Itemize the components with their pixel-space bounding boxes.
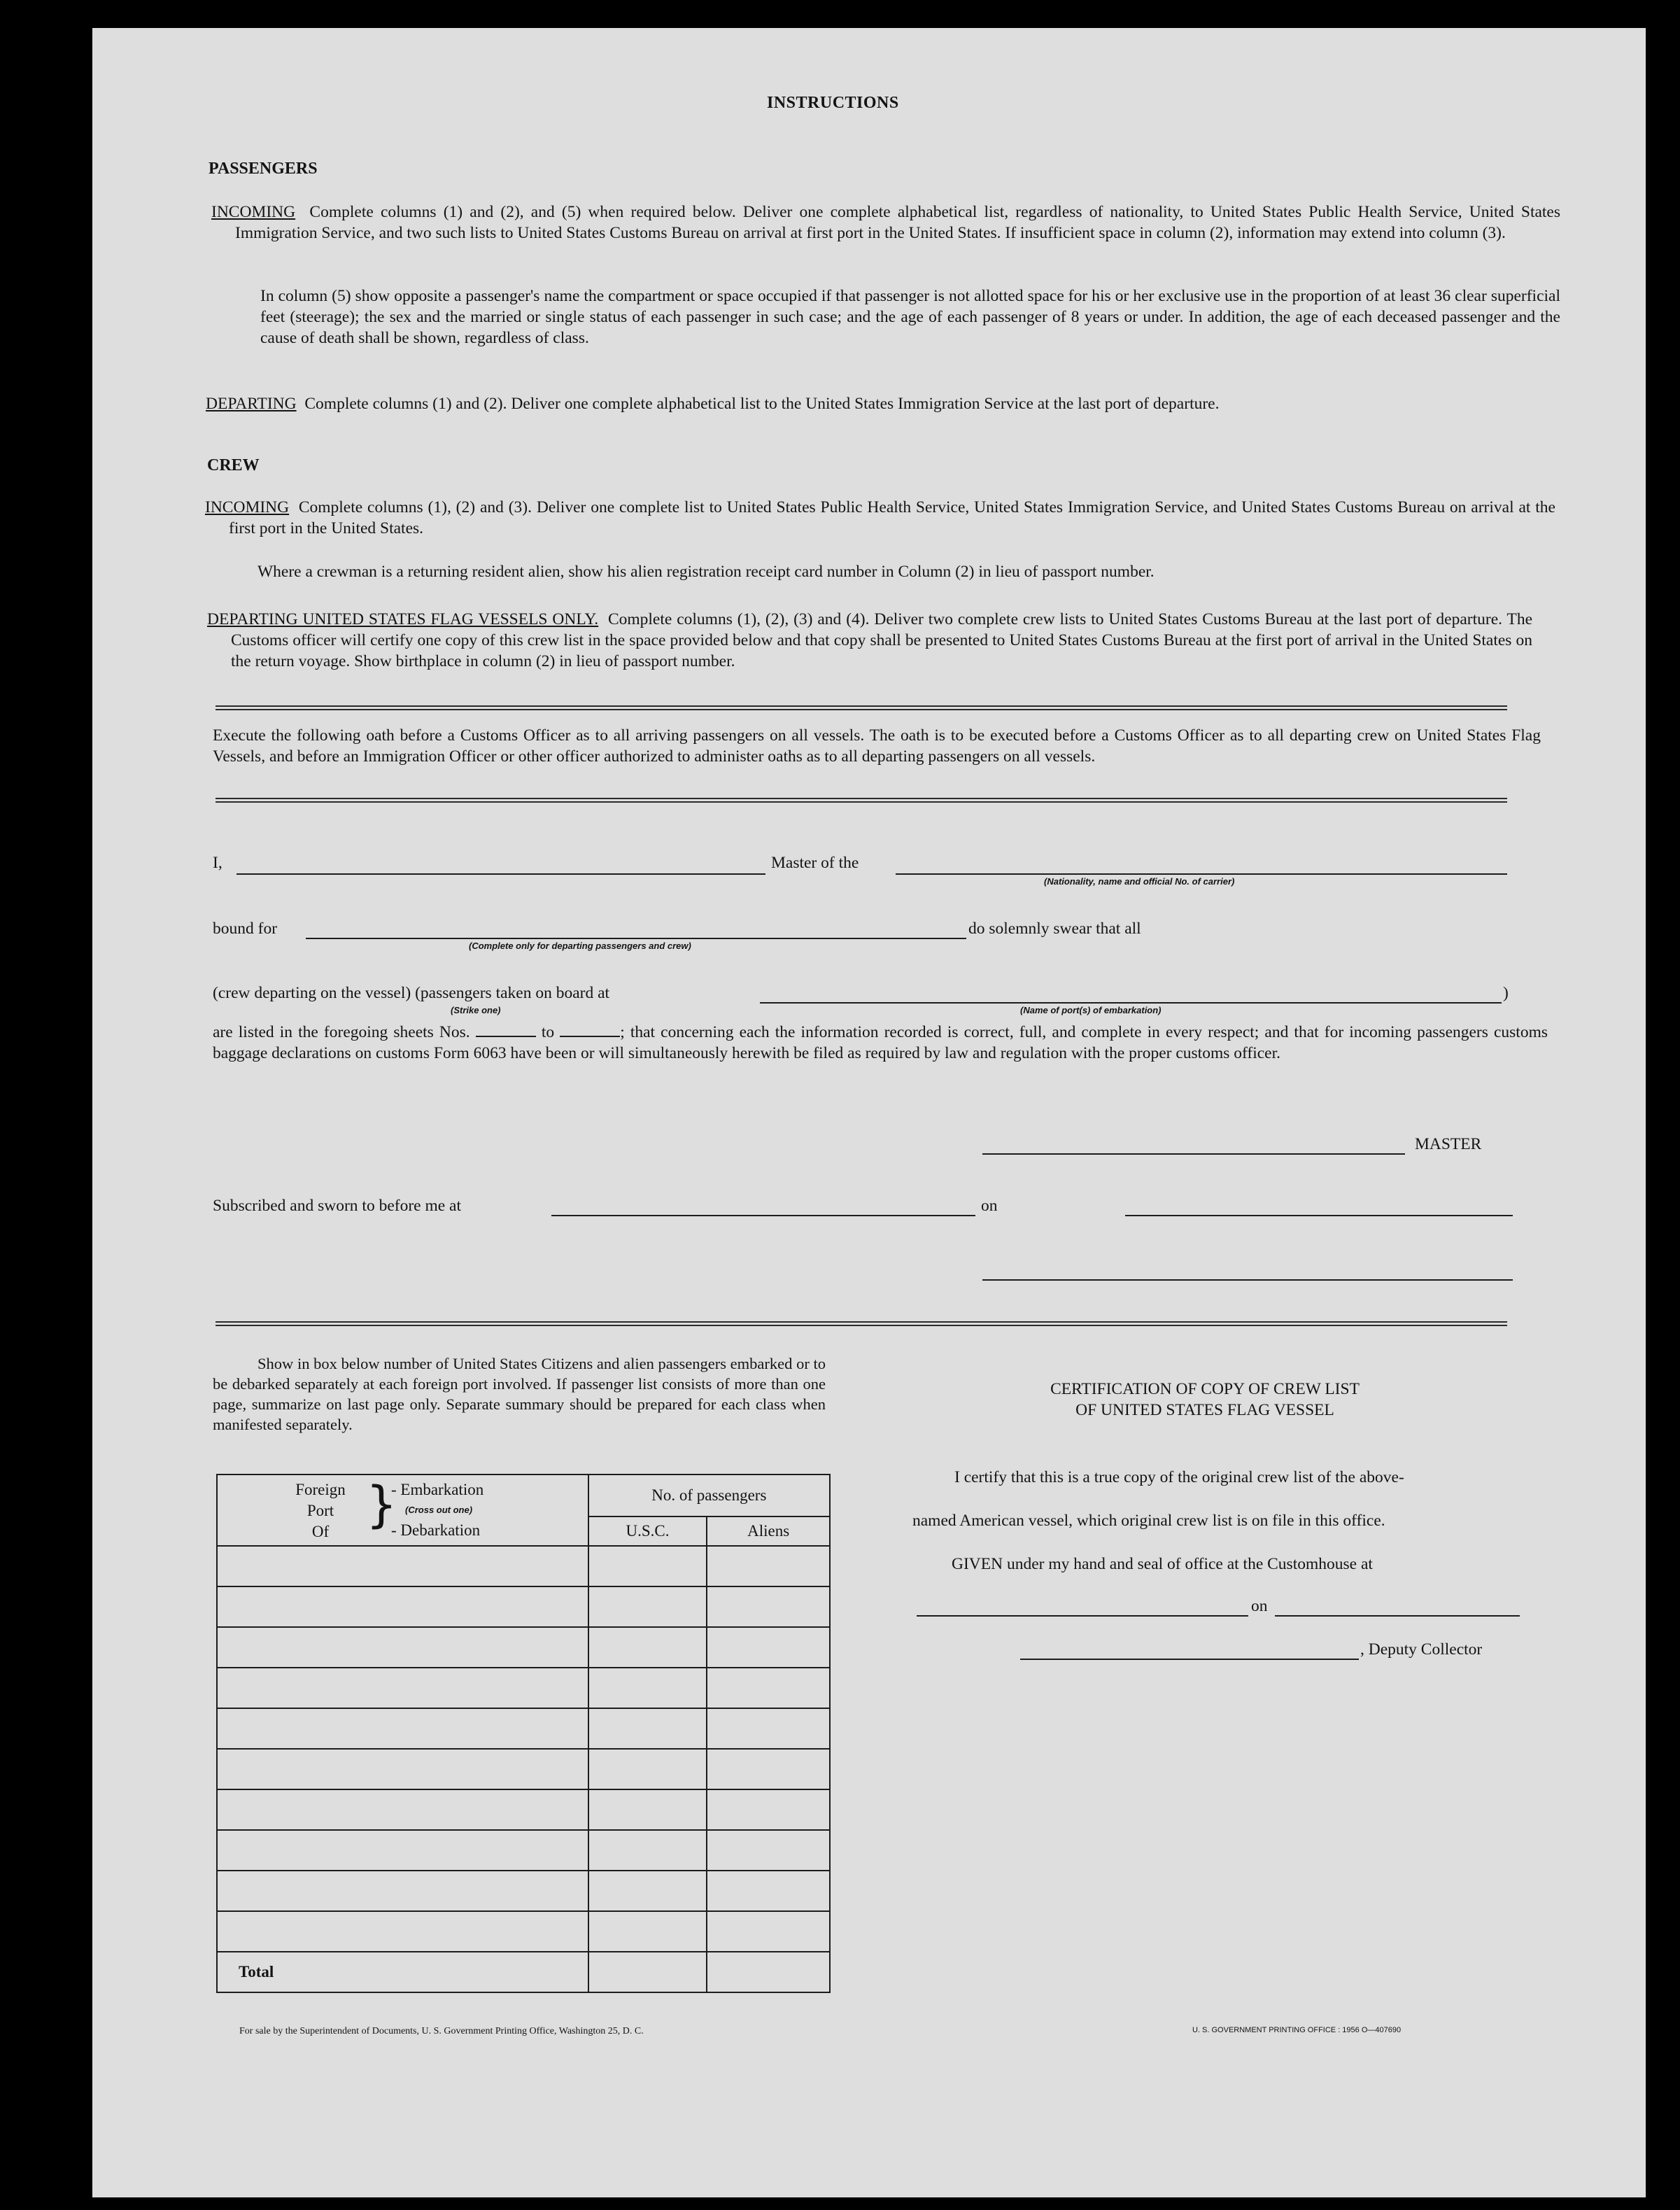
crew-resident-paragraph: Where a crewman is a returning resident alien, show his alien registration receipt card number in Column (2) in lieu of passport number. — [257, 563, 1155, 581]
master-signature-field[interactable] — [982, 1153, 1405, 1155]
instructions-title: INSTRUCTIONS — [767, 94, 899, 112]
passengers-departing-text: Complete columns (1) and (2). Deliver one complete alphabetical list to the United States Immigration Service at the last port of departure. — [304, 395, 1220, 413]
listed-to-label: to — [541, 1023, 555, 1041]
embarkation-port-note: (Name of port(s) of embarkation) — [1020, 1005, 1162, 1015]
table-row — [217, 1789, 830, 1830]
usc-cell[interactable] — [588, 1830, 707, 1871]
no-of-passengers-header: No. of passengers — [588, 1474, 830, 1516]
aliens-cell[interactable] — [707, 1830, 830, 1871]
total-row — [217, 1952, 830, 1992]
listed-post-text: ; that concerning each the information recorded is correct, full, and complete in every respect; and that for incoming passengers customs baggage declarations on customs Form 6063 have been or will simultaneously herewith be filed as required by law and regulation with the proper customs officer. — [213, 1023, 1548, 1062]
usc-cell[interactable] — [588, 1627, 707, 1668]
foreign-port-header — [217, 1474, 588, 1546]
aliens-cell[interactable] — [707, 1911, 830, 1952]
passenger-summary-table — [216, 1474, 831, 1993]
crew-heading: CREW — [207, 456, 260, 474]
port-cell[interactable] — [217, 1871, 588, 1911]
table-row — [217, 1586, 830, 1627]
aliens-cell[interactable] — [707, 1668, 830, 1708]
footer-right: U. S. GOVERNMENT PRINTING OFFICE : 1956 O—407690 — [1192, 2026, 1402, 2034]
master-of-the-label: Master of the — [771, 854, 859, 872]
oath-i-label: I, — [213, 854, 223, 872]
certify-line1: I certify that this is a true copy of the original crew list of the above- — [954, 1468, 1404, 1486]
sworn-on-label: on — [981, 1197, 998, 1215]
form-sheet — [92, 28, 1646, 2197]
brace-icon: } — [366, 1476, 397, 1533]
passengers-incoming-paragraph — [211, 202, 1561, 244]
aliens-cell[interactable] — [707, 1749, 830, 1789]
usc-cell[interactable] — [588, 1668, 707, 1708]
customhouse-field[interactable] — [917, 1615, 1248, 1617]
foreign-port-of-label — [282, 1479, 359, 1542]
crew-incoming-text: Complete columns (1), (2) and (3). Deliver one complete list to United States Public Health Service, United States Immigration Service, and United States Customs Bureau on arrival at the first port in the United States. — [229, 498, 1555, 537]
sheet-from-field[interactable] — [476, 1036, 536, 1037]
port-cell[interactable] — [217, 1546, 588, 1586]
port-cell[interactable] — [217, 1911, 588, 1952]
listed-paragraph — [213, 1022, 1548, 1064]
bound-for-label: bound for — [213, 920, 278, 938]
table-row — [217, 1830, 830, 1871]
table-row — [217, 1668, 830, 1708]
certification-title-line1: CERTIFICATION OF COPY OF CREW LIST — [1050, 1380, 1360, 1398]
passengers-incoming-label: INCOMING — [211, 203, 296, 221]
usc-cell[interactable] — [588, 1749, 707, 1789]
master-label: MASTER — [1415, 1135, 1482, 1153]
officer-signature-field[interactable] — [982, 1279, 1513, 1281]
of-label: Of — [311, 1523, 330, 1540]
summary-instructions: Show in box below number of United States Citizens and alien passengers embarked or to be debarked separately at each foreign port involved. If passenger list consists of more than one page, summarize on last page only. Separate summary should be prepared for each class when manifested separately. — [213, 1355, 826, 1433]
table-row — [217, 1871, 830, 1911]
swear-label: do solemnly swear that all — [968, 920, 1141, 938]
master-name-field[interactable] — [237, 873, 765, 875]
section-divider — [216, 1321, 1507, 1326]
total-label: Total — [217, 1952, 588, 1992]
deputy-collector-label: , Deputy Collector — [1360, 1640, 1483, 1659]
crew-incoming-label: INCOMING — [205, 498, 290, 516]
usc-cell[interactable] — [588, 1586, 707, 1627]
usc-total-cell[interactable] — [588, 1952, 707, 1992]
sheet-to-field[interactable] — [560, 1036, 620, 1037]
carrier-note: (Nationality, name and official No. of carrier) — [1044, 876, 1235, 887]
aliens-cell[interactable] — [707, 1627, 830, 1668]
oath-intro-paragraph: Execute the following oath before a Customs Officer as to all arriving passengers on all vessels. The oath is to be executed before a Customs Officer as to all departing crew on United States Flag Vessels, and before an Immigration Officer or other officer authorized to administer oaths as to all departing passengers on all vessels. — [213, 726, 1541, 766]
cross-out-note: (Cross out one) — [405, 1505, 473, 1515]
certification-title-line2: OF UNITED STATES FLAG VESSEL — [1075, 1401, 1334, 1419]
table-row — [217, 1749, 830, 1789]
table-row — [217, 1911, 830, 1952]
usc-cell[interactable] — [588, 1546, 707, 1586]
sworn-date-field[interactable] — [1125, 1215, 1513, 1216]
passengers-departing-label: DEPARTING — [206, 395, 297, 413]
certification-on-label: on — [1251, 1597, 1268, 1615]
aliens-total-cell[interactable] — [707, 1952, 830, 1992]
close-paren: ) — [1503, 984, 1509, 1002]
passengers-column5-paragraph: In column (5) show opposite a passenger's name the compartment or space occupied if that passenger is not allotted space for his or her exclusive use in the proportion of at least 36 clear superficial feet (steerage); the sex and the married or single status of each passenger in such case; and the age of each passenger of 8 years or under. In addition, the age of each deceased passenger and the cause of death shall be shown, regardless of class. — [260, 287, 1560, 347]
aliens-cell[interactable] — [707, 1871, 830, 1911]
passengers-departing-paragraph — [206, 393, 1566, 414]
aliens-header: Aliens — [707, 1516, 830, 1546]
port-label: Port — [306, 1502, 334, 1519]
embarkation-port-field[interactable] — [760, 1002, 1502, 1004]
bound-for-note: (Complete only for departing passengers and crew) — [469, 941, 691, 951]
port-cell[interactable] — [217, 1668, 588, 1708]
given-line: GIVEN under my hand and seal of office at the Customhouse at — [952, 1555, 1373, 1573]
table-row — [217, 1546, 830, 1586]
port-cell[interactable] — [217, 1789, 588, 1830]
crew-departing-label: DEPARTING UNITED STATES FLAG VESSELS ONLY. — [207, 610, 599, 628]
crew-incoming-paragraph — [205, 497, 1555, 539]
table-row — [217, 1627, 830, 1668]
sworn-place-field[interactable] — [551, 1215, 975, 1216]
usc-cell[interactable] — [588, 1871, 707, 1911]
usc-cell[interactable] — [588, 1911, 707, 1952]
foreign-label: Foreign — [295, 1481, 346, 1498]
listed-pre-text: are listed in the foregoing sheets Nos. — [213, 1023, 470, 1041]
crew-departing-paragraph — [207, 609, 1533, 672]
bound-for-field[interactable] — [306, 938, 966, 939]
certify-line2: named American vessel, which original crew list is on file in this office. — [912, 1512, 1385, 1530]
section-divider — [216, 798, 1507, 803]
aliens-cell[interactable] — [707, 1789, 830, 1830]
passengers-heading: PASSENGERS — [209, 160, 318, 178]
strike-note: (Strike one) — [451, 1005, 501, 1015]
debarkation-label: - Debarkation — [391, 1521, 481, 1539]
crew-passengers-label: (crew departing on the vessel) (passengers taken on board at — [213, 984, 610, 1002]
usc-header: U.S.C. — [588, 1516, 707, 1546]
section-divider — [216, 705, 1507, 710]
carrier-field[interactable] — [896, 873, 1507, 875]
port-cell[interactable] — [217, 1586, 588, 1627]
usc-cell[interactable] — [588, 1789, 707, 1830]
aliens-cell[interactable] — [707, 1586, 830, 1627]
embarkation-label: - Embarkation — [391, 1481, 484, 1498]
aliens-cell[interactable] — [707, 1546, 830, 1586]
crew-departing-text: Complete columns (1), (2), (3) and (4). Deliver two complete crew lists to United States Customs Bureau at the last port of departure. The Customs officer will certify one copy of this crew list in the space provided below and that copy shall be presented to United States Customs Bureau at the first port of arrival in the United States on the return voyage. Show birthplace in column (2) in lieu of passport number. — [231, 610, 1533, 670]
deputy-collector-signature-field[interactable] — [1020, 1659, 1359, 1660]
port-cell[interactable] — [217, 1627, 588, 1668]
port-cell[interactable] — [217, 1708, 588, 1749]
port-cell[interactable] — [217, 1749, 588, 1789]
footer-left: For sale by the Superintendent of Documents, U. S. Government Printing Office, Washington 25, D. C. — [239, 2026, 644, 2036]
certification-date-field[interactable] — [1275, 1615, 1520, 1617]
certification-title — [967, 1379, 1443, 1421]
table-row — [217, 1708, 830, 1749]
subscribed-label: Subscribed and sworn to before me at — [213, 1197, 462, 1215]
port-cell[interactable] — [217, 1830, 588, 1871]
aliens-cell[interactable] — [707, 1708, 830, 1749]
passengers-incoming-text: Complete columns (1) and (2), and (5) when required below. Deliver one complete alphabetical list, regardless of nationality, to United States Public Health Service, United States Immigration Service, and two such lists to United States Customs Bureau on arrival at first port in the United States. If insufficient space in column (2), information may extend into column (3). — [235, 203, 1561, 242]
usc-cell[interactable] — [588, 1708, 707, 1749]
